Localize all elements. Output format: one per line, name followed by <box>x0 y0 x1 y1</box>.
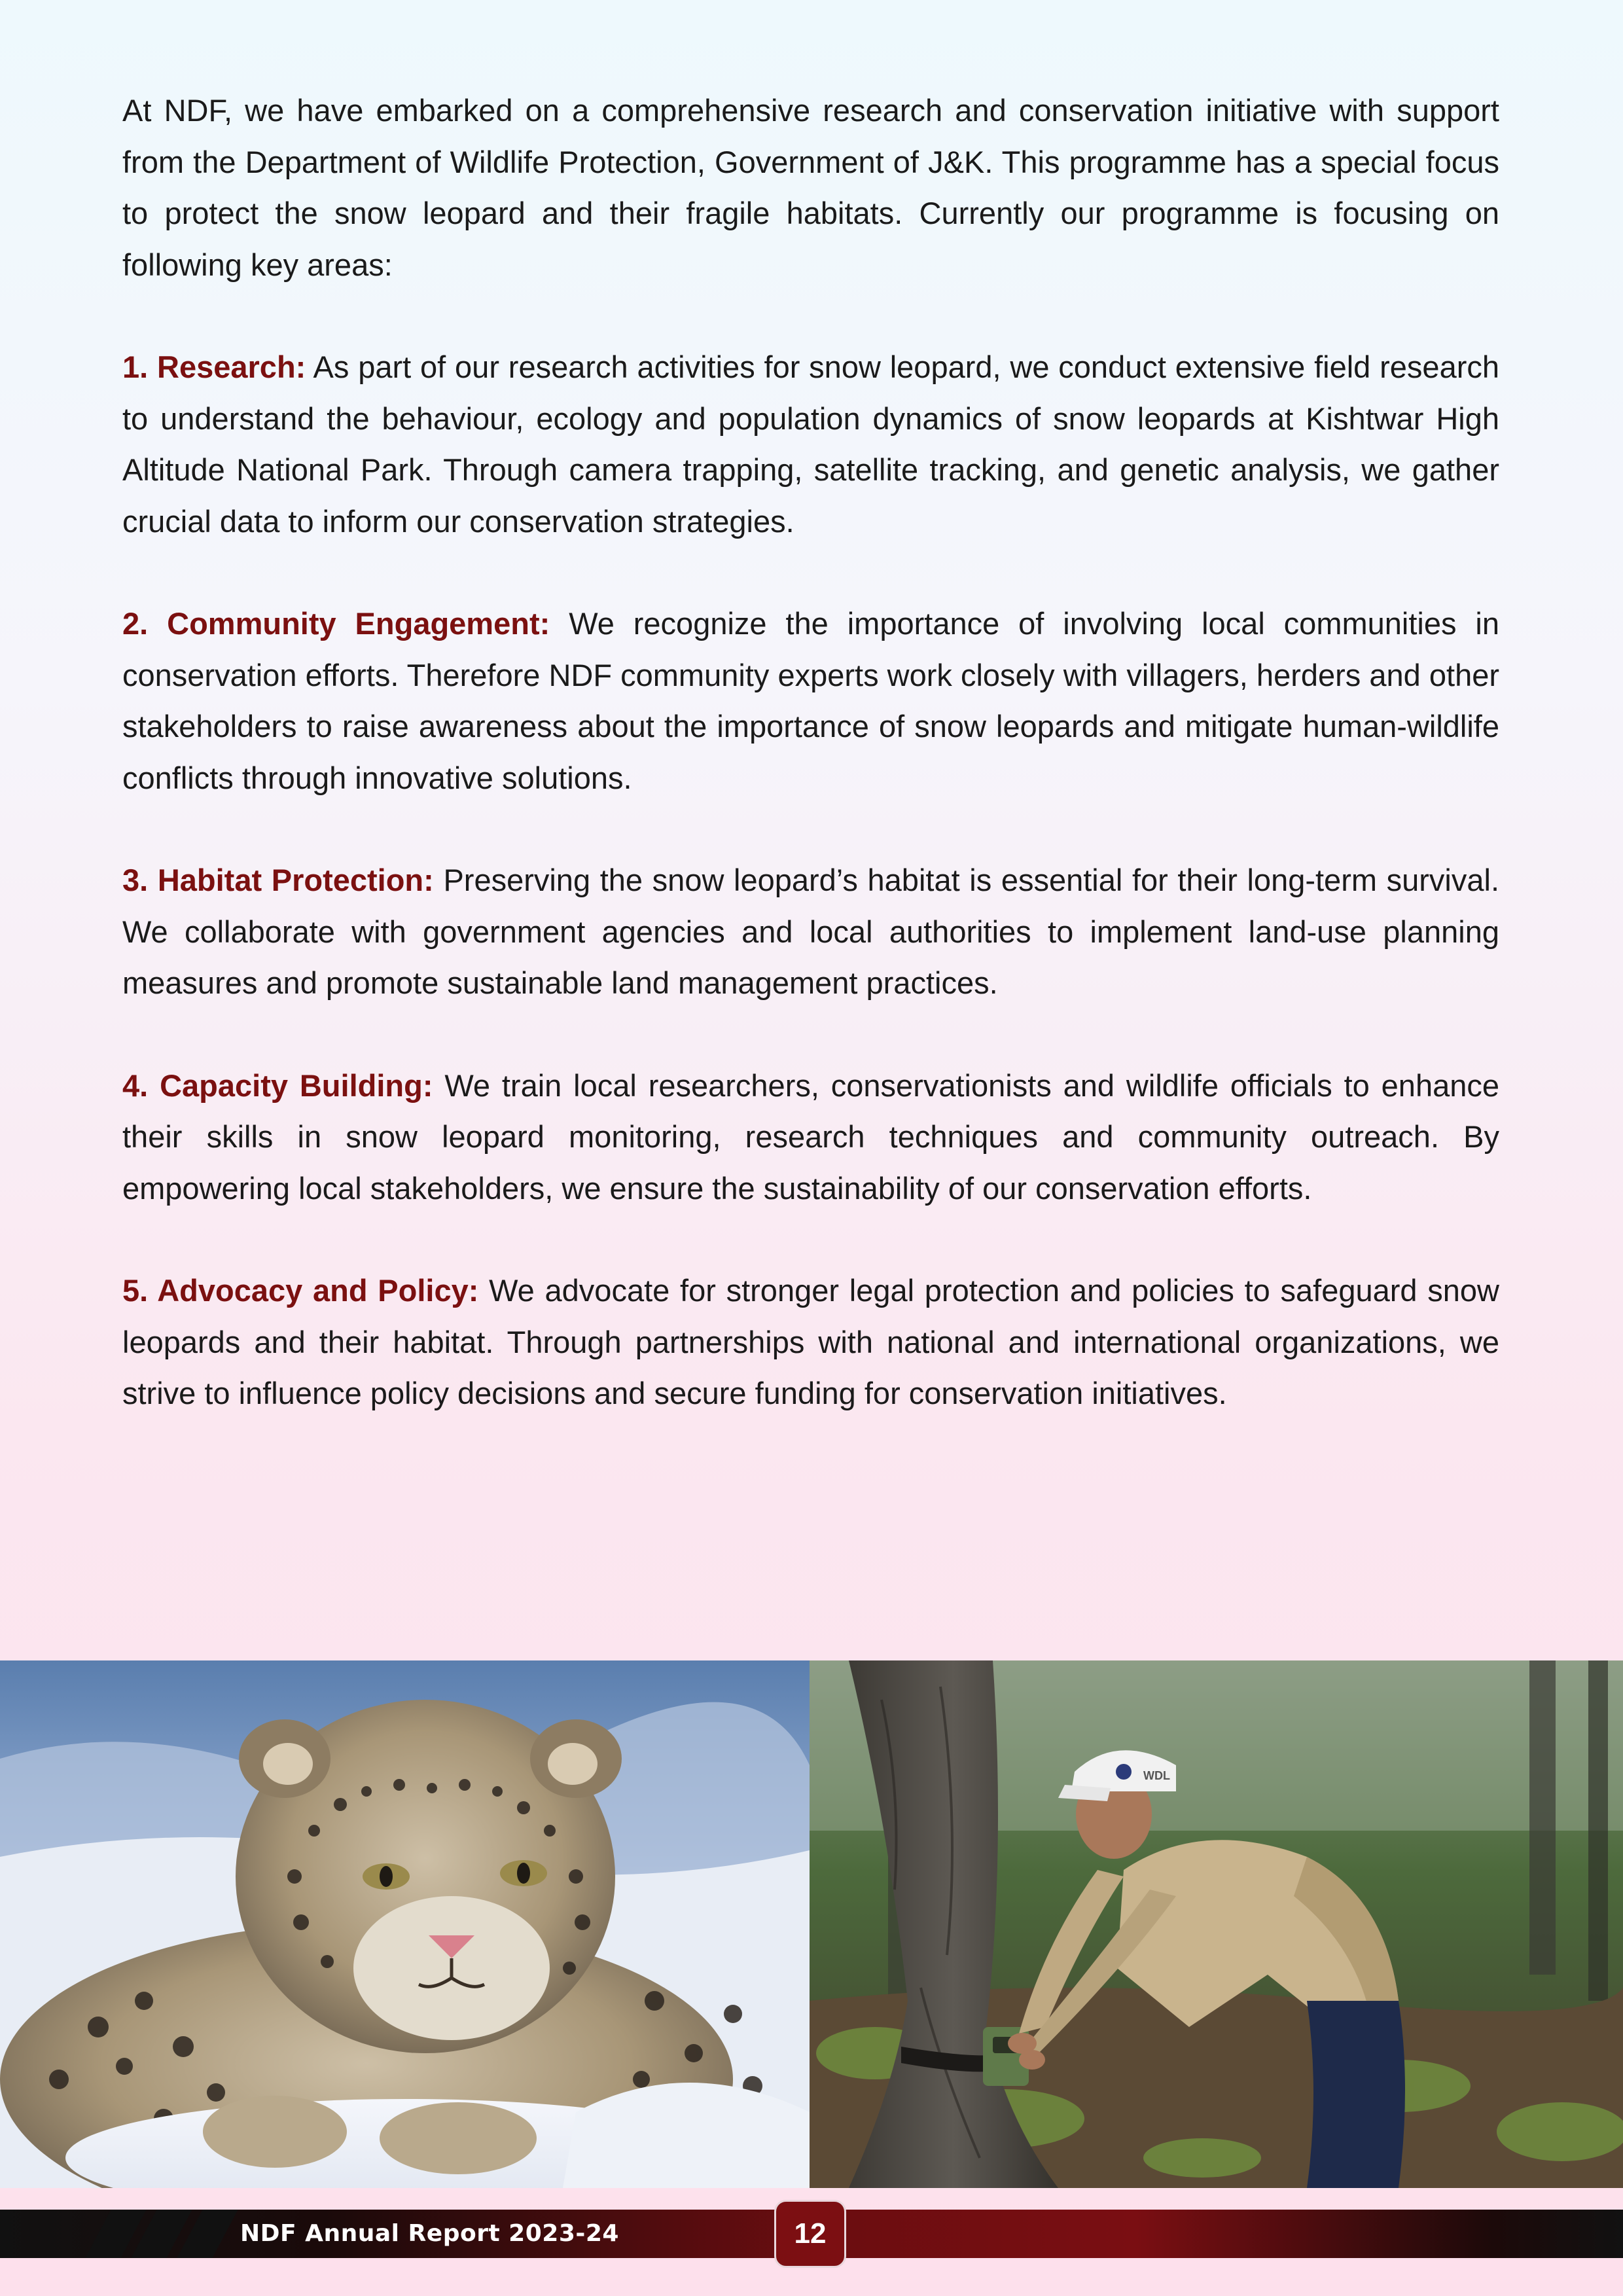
area-text: As part of our research activities for snow leopard, we conduct extensive field research to understand the behaviour, ecology and population dynamics of snow leopards at Kishtwar High Altitude National Park. Through camera trapping, satellite tracking, and genetic analysis, we gather crucial data to inform our conservation strategies. <box>122 350 1500 539</box>
area-text: We recognize the importance of involving local communities in conservation efforts. Therefore NDF community experts work closely with villagers, herders and other stakeholders to raise awareness about the importance of snow leopards and mitigate human-wildlife conflicts through innovative solutions. <box>122 606 1499 795</box>
camera-trap-image <box>810 1660 1623 2188</box>
area-research <box>122 342 1499 547</box>
camera-trap-photo <box>810 1660 1623 2188</box>
page-number-badge: 12 <box>774 2200 846 2268</box>
area-heading: 3. Habitat Protection: <box>122 863 434 897</box>
area-text: We advocate for stronger legal protection and policies to safeguard snow leopards and their habitat. Through partnerships with national and international organizations, we strive to influence policy decisions and secure funding for conservation initiatives. <box>122 1273 1499 1410</box>
area-heading: 5. Advocacy and Policy: <box>122 1273 479 1308</box>
area-heading: 2. Community Engagement: <box>122 606 550 641</box>
area-habitat-protection <box>122 855 1499 1009</box>
area-text: We train local researchers, conservationists and wildlife officials to enhance their skills in snow leopard monitoring, research techniques and community outreach. By empowering local stakeholders, we ensure the sustainability of our conservation efforts. <box>122 1067 1499 1206</box>
area-text: Preserving the snow leopard’s habitat is essential for their long-term survival. We collaborate with government agencies and local authorities to implement land-use planning measures and promote sustainable land management practices. <box>122 863 1499 1000</box>
intro-paragraph: At NDF, we have embarked on a comprehensive research and conservation initiative with support from the Department of Wildlife Protection, Government of J&K. This programme has a special focus to protect the snow leopard and their fragile habitats. Currently our programme is focusing on following key areas: <box>122 93 1499 282</box>
area-heading: 1. Research: <box>122 350 306 384</box>
area-advocacy-policy <box>122 1265 1499 1420</box>
footer-report-title: NDF Annual Report 2023-24 <box>240 2220 619 2247</box>
body-text <box>122 85 1499 1471</box>
snow-leopard-photo <box>0 1660 810 2188</box>
cap-logo: WDL <box>1143 1769 1170 1782</box>
area-heading: 4. Capacity Building: <box>122 1067 433 1103</box>
area-community-engagement <box>122 598 1499 804</box>
snow-leopard-image <box>0 1660 810 2188</box>
area-capacity-building <box>122 1060 1499 1215</box>
